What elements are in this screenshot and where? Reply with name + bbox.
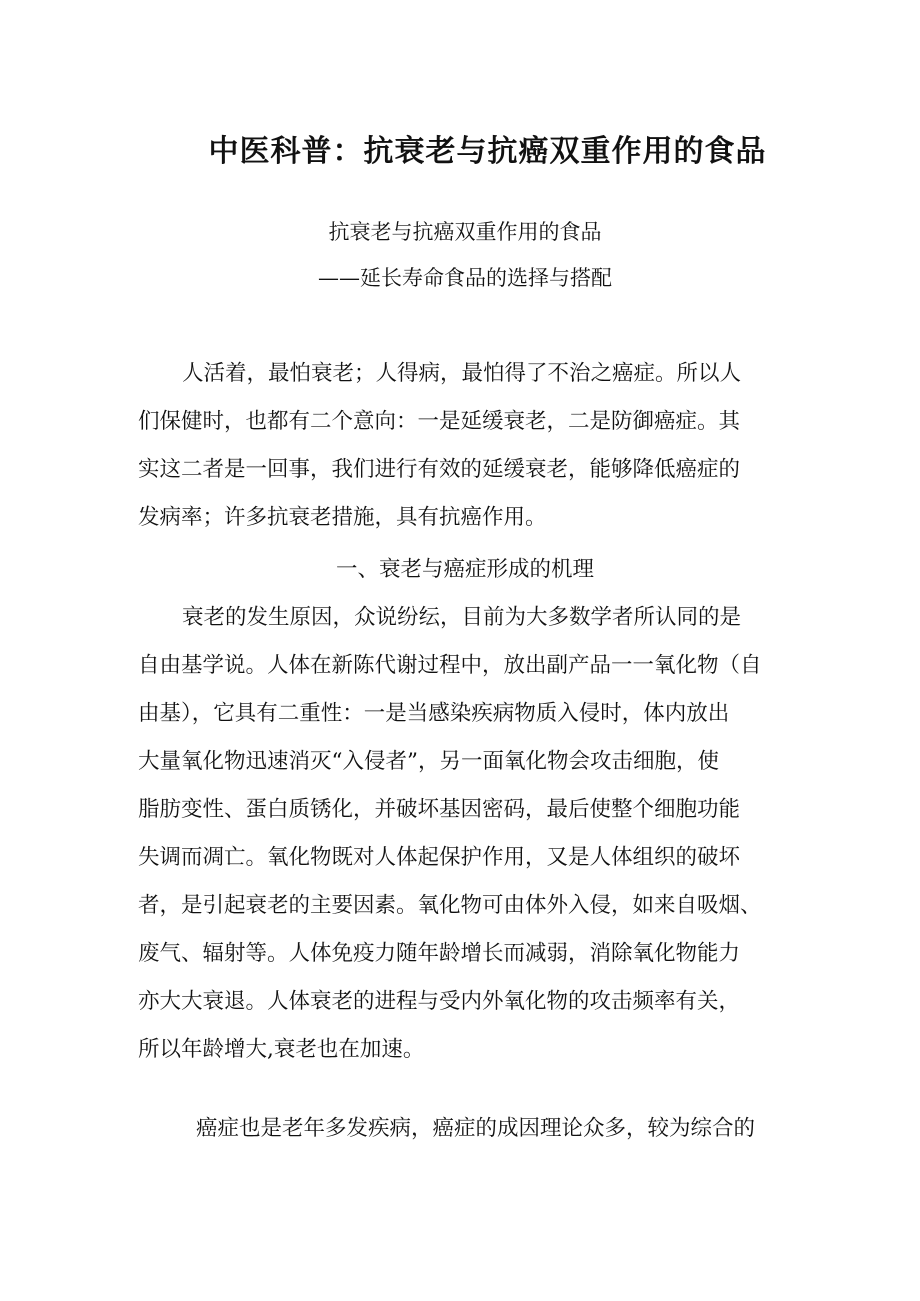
text-line: 自由基学说。人体在新陈代谢过程中，放出副产品一一氧化物（自 (138, 653, 762, 678)
text-line: 癌症也是老年多发疾病，癌症的成因理论众多，较为综合的 (196, 1116, 756, 1141)
text-line: 亦大大衰退。人体衰老的进程与受内外氧化物的攻击频率有关， (138, 989, 741, 1014)
paragraph-aging-mechanism (138, 594, 804, 1074)
text-line: 们保健时，也都有二个意向：一是延缓衰老，二是防御癌症。其 (138, 409, 741, 434)
document-subtitle-tagline: ——延长寿命食品的选择与搭配 (318, 266, 612, 290)
paragraph-intro (138, 350, 804, 542)
text-line: 发病率；许多抗衰老措施，具有抗癌作用。 (138, 505, 547, 530)
text-line: 者，是引起衰老的主要因素。氧化物可由体外入侵，如来自吸烟、 (138, 893, 762, 918)
document-subtitle: 抗衰老与抗癌双重作用的食品 (328, 220, 602, 244)
section-heading: 一、衰老与癌症形成的机理 (335, 557, 594, 582)
text-line: 脂肪变性、蛋白质锈化，并破坏基因密码，最后使整个细胞功能 (138, 797, 741, 822)
text-line: 所以年龄增大,衰老也在加速。 (138, 1037, 425, 1062)
text-line: 人活着，最怕衰老；人得病，最怕得了不治之癌症。所以人 (182, 361, 742, 386)
text-line: 衰老的发生原因，众说纷纭，目前为大多数学者所认同的是 (182, 605, 742, 630)
text-line: 大量氧化物迅速消灭“入侵者”，另一面氧化物会攻击细胞，使 (138, 749, 719, 774)
text-line: 废气、辐射等。人体免疫力随年龄增长而减弱，消除氧化物能力 (138, 941, 741, 966)
text-line: 实这二者是一回事，我们进行有效的延缓衰老，能够降低癌症的 (138, 457, 741, 482)
paragraph-cancer (138, 1105, 804, 1153)
document-title: 中医科普：抗衰老与抗癌双重作用的食品 (208, 134, 767, 169)
text-line: 由基），它具有二重性：一是当感染疾病物质入侵时，体内放出 (138, 701, 730, 726)
text-line: 失调而凋亡。氧化物既对人体起保护作用，又是人体组织的破坏 (138, 845, 741, 870)
